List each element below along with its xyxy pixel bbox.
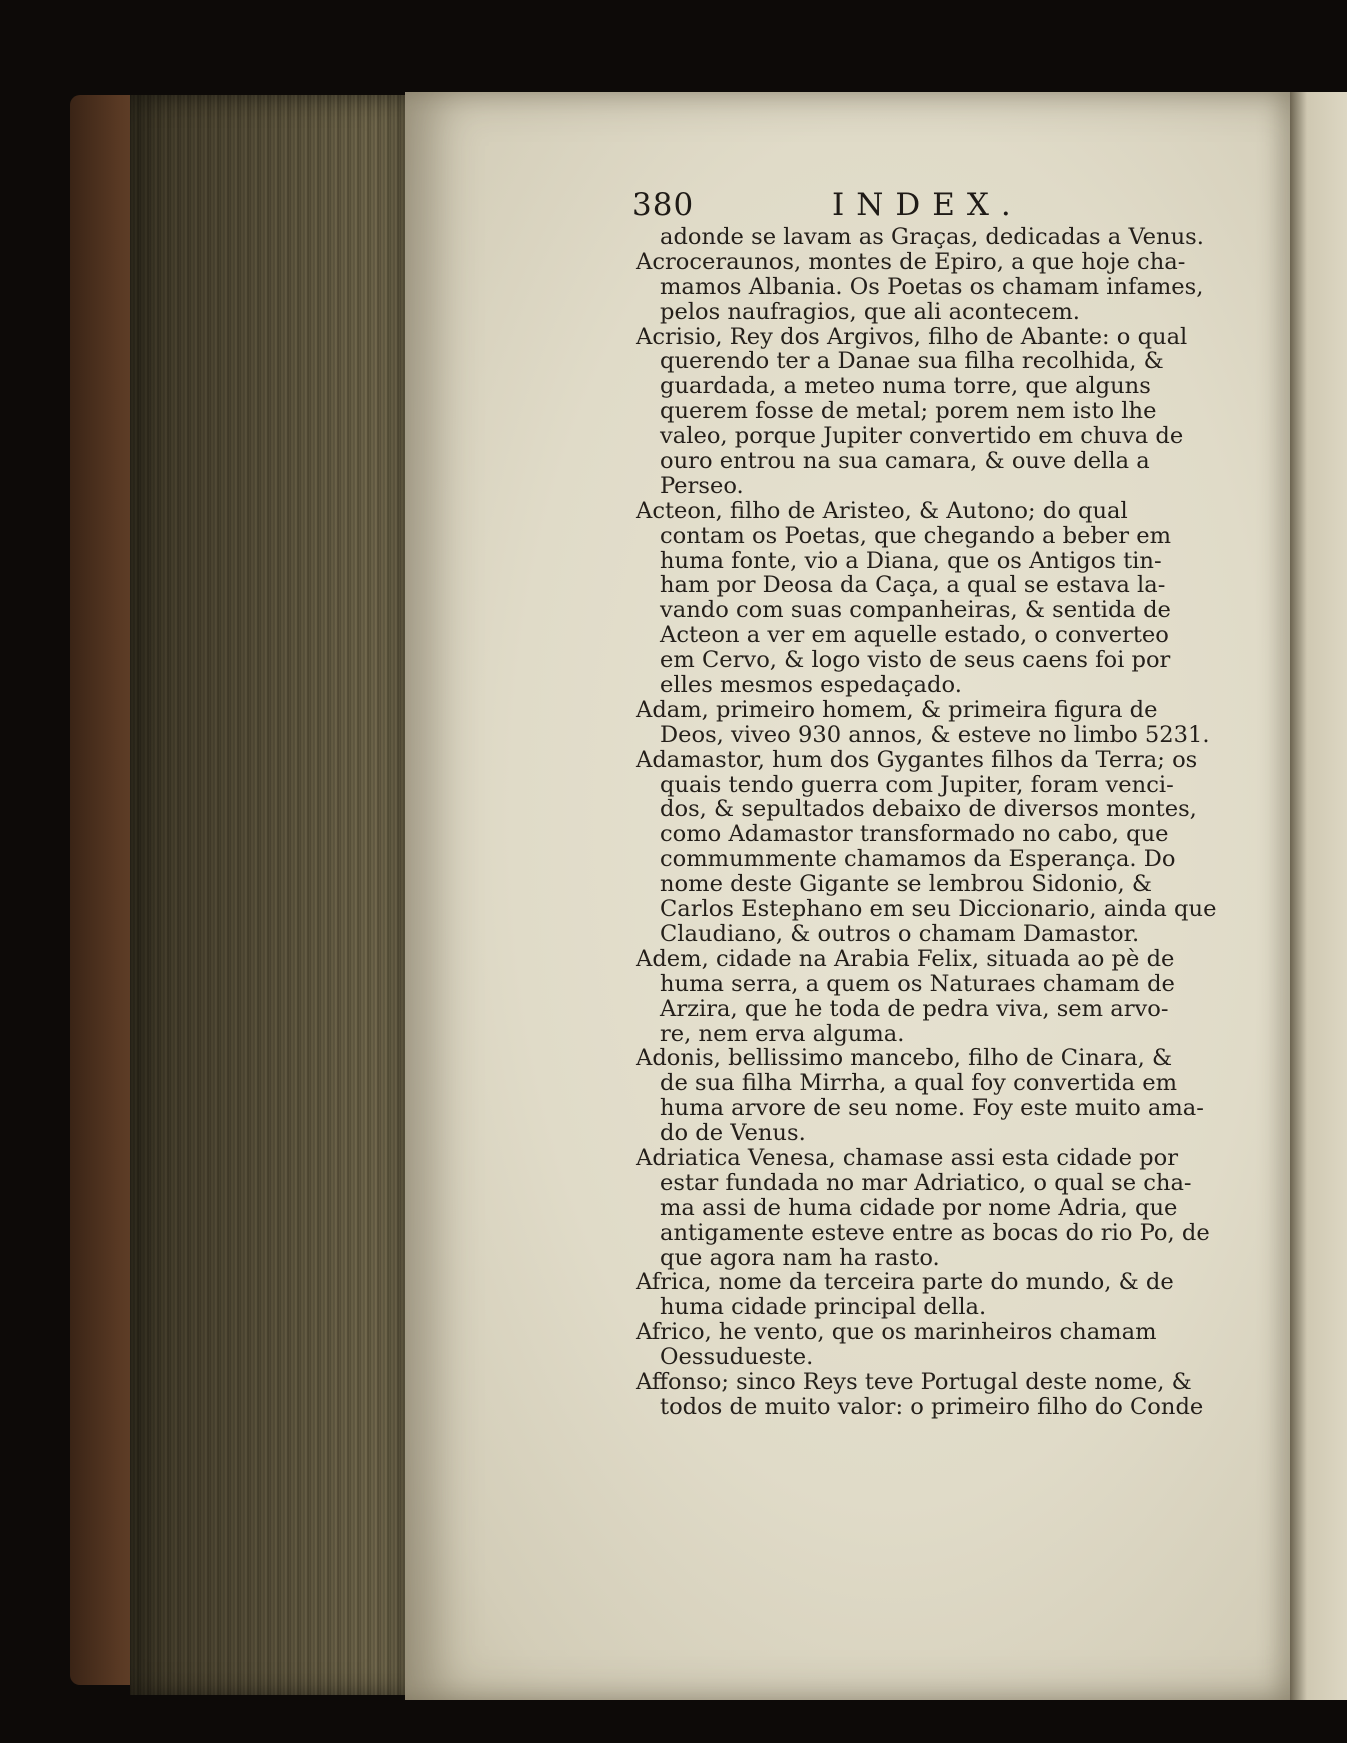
facing-page-edge xyxy=(1290,92,1347,1700)
index-continuation-line: guardada, a meteo numa torre, que alguns xyxy=(660,373,1151,400)
index-continuation-line: contam os Poetas, que chegando a beber em xyxy=(660,522,1172,549)
index-continuation-line: ham por Deosa da Caça, a qual se estava la- xyxy=(660,572,1166,599)
index-continuation-line: re, nem erva alguma. xyxy=(660,1020,905,1047)
index-continuation-line: huma serra, a quem os Naturaes chamam de xyxy=(660,970,1175,997)
running-title: INDEX. xyxy=(832,187,1023,223)
index-continuation-line: mamos Albania. Os Poetas os chamam infames, xyxy=(660,273,1204,300)
index-continuation-line: ma assi de huma cidade por nome Adria, que xyxy=(660,1194,1178,1221)
index-continuation-line: estar fundada no mar Adriatico, o qual se cha- xyxy=(660,1169,1192,1196)
index-continuation-line: em Cervo, & logo visto de seus caens foi por xyxy=(660,647,1171,674)
index-continuation-line: Carlos Estephano em seu Diccionario, ainda que xyxy=(660,896,1217,923)
index-continuation-line: valeo, porque Jupiter convertido em chuva de xyxy=(660,423,1184,450)
index-continuation-line: huma fonte, vio a Diana, que os Antigos tin- xyxy=(660,547,1162,574)
index-entry-line: Acteon, filho de Aristeo, & Autono; do qual xyxy=(636,497,1128,524)
index-continuation-line: Perseo. xyxy=(660,472,744,499)
index-continuation-line: ouro entrou na sua camara, & ouve della a xyxy=(660,448,1150,475)
page-edges xyxy=(130,95,420,1695)
index-continuation-line: Acteon a ver em aquelle estado, o converteo xyxy=(660,622,1169,649)
index-continuation-line: pelos naufragios, que ali acontecem. xyxy=(660,298,1080,325)
index-continuation-line: do de Venus. xyxy=(660,1120,806,1147)
index-continuation-line: querendo ter a Danae sua filha recolhida, & xyxy=(660,348,1164,375)
index-entry-line: Africa, nome da terceira parte do mundo, & de xyxy=(636,1269,1174,1296)
index-entry-line: Adonis, bellissimo mancebo, filho de Cinara, & xyxy=(636,1045,1173,1072)
index-continuation-line: querem fosse de metal; porem nem isto lhe xyxy=(660,398,1157,425)
index-entry-line: Affonso; sinco Reys teve Portugal deste nome, & xyxy=(636,1368,1192,1395)
index-continuation-line: quais tendo guerra com Jupiter, foram venci- xyxy=(660,771,1174,798)
index-continuation-line: de sua filha Mirrha, a qual foy convertida em xyxy=(660,1070,1178,1097)
index-entry-line: Adriatica Venesa, chamase assi esta cidade por xyxy=(636,1144,1179,1171)
index-entry-line: Africo, he vento, que os marinheiros chamam xyxy=(636,1319,1157,1346)
index-continuation-line: antigamente esteve entre as bocas do rio Po, de xyxy=(660,1219,1210,1246)
page-header xyxy=(632,187,1212,227)
index-continuation-line: Arzira, que he toda de pedra viva, sem arvo- xyxy=(660,995,1169,1022)
index-continuation-line: huma arvore de seu nome. Foy este muito ama- xyxy=(660,1095,1204,1122)
index-entry-line: Adem, cidade na Arabia Felix, situada ao pè de xyxy=(636,945,1175,972)
index-entry-line: Adamastor, hum dos Gygantes filhos da Terra; os xyxy=(636,746,1198,773)
index-continuation-line: Claudiano, & outros o chamam Damastor. xyxy=(660,920,1140,947)
index-continuation-line: como Adamastor transformado no cabo, que xyxy=(660,821,1169,848)
page-number: 380 xyxy=(632,187,695,223)
index-entry-line: Adam, primeiro homem, & primeira figura de xyxy=(636,696,1158,723)
index-continuation-line: dos, & sepultados debaixo de diversos montes, xyxy=(660,796,1197,823)
index-continuation-line: vando com suas companheiras, & sentida de xyxy=(660,597,1171,624)
index-continuation-line: commummente chamamos da Esperança. Do xyxy=(660,846,1176,873)
index-text xyxy=(636,225,1222,1420)
index-continuation-line: elles mesmos espedaçado. xyxy=(660,672,962,699)
index-continuation-line: Oessudueste. xyxy=(660,1344,814,1371)
index-continuation-line: que agora nam ha rasto. xyxy=(660,1244,940,1271)
index-continuation-line: nome deste Gigante se lembrou Sidonio, & xyxy=(660,871,1152,898)
index-continuation-line: adonde se lavam as Graças, dedicadas a Venus. xyxy=(660,224,1204,250)
index-entry-line: Acroceraunos, montes de Epiro, a que hoje cha- xyxy=(636,248,1186,275)
index-continuation-line: todos de muito valor: o primeiro filho do Conde xyxy=(660,1393,1204,1420)
index-continuation-line: Deos, viveo 930 annos, & esteve no limbo 5231. xyxy=(660,721,1210,748)
index-continuation-line: huma cidade principal della. xyxy=(660,1294,987,1321)
index-entry-line: Acrisio, Rey dos Argivos, filho de Abante: o qual xyxy=(636,323,1188,350)
